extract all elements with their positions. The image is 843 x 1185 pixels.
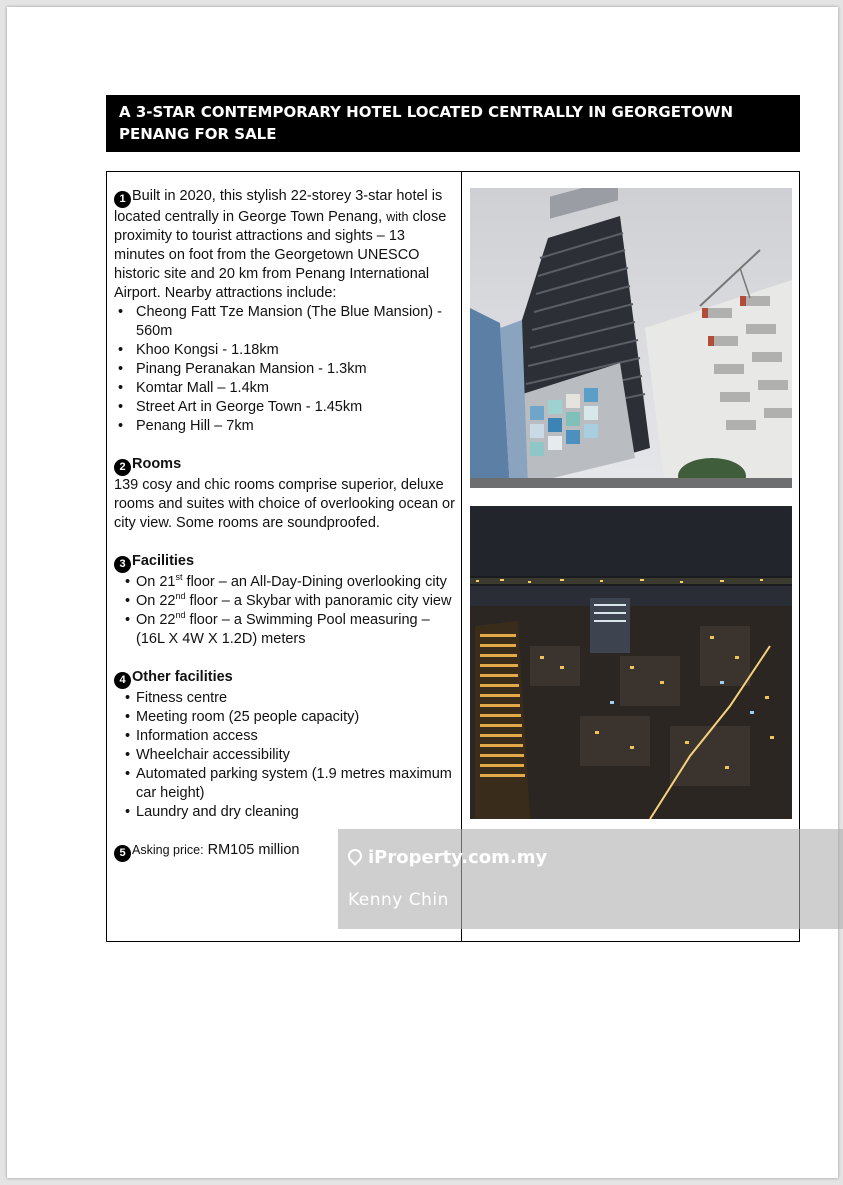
rooms-heading-text: Rooms bbox=[132, 456, 182, 472]
list-item: • On 22nd floor – a Skybar with panoramic city view bbox=[114, 592, 456, 611]
list-item: • Komtar Mall – 1.4km bbox=[114, 379, 456, 398]
column-divider bbox=[461, 171, 462, 942]
intro-paragraph bbox=[114, 187, 456, 303]
intro-text-small: with bbox=[386, 210, 409, 224]
facilities-list bbox=[114, 573, 456, 649]
price-label: Asking price: bbox=[132, 843, 204, 857]
number-badge-2: 2 bbox=[114, 459, 131, 476]
intro-text-main: Built in 2020, this stylish 22-storey 3-star hotel is located centrally in George Town Penang, bbox=[114, 188, 443, 225]
location-pin-icon bbox=[345, 846, 365, 866]
watermark-overlay bbox=[338, 829, 843, 929]
list-item: • On 22nd floor – a Swimming Pool measuring – (16L X 4W X 1.2D) meters bbox=[114, 611, 456, 649]
list-item: • Cheong Fatt Tze Mansion (The Blue Mansion) - 560m bbox=[114, 303, 456, 341]
number-badge-3: 3 bbox=[114, 556, 131, 573]
other-facilities-list bbox=[114, 689, 456, 822]
list-item: • Information access bbox=[114, 727, 456, 746]
list-item: • On 21st floor – an All-Day-Dining overlooking city bbox=[114, 573, 456, 592]
list-item: • Street Art in George Town - 1.45km bbox=[114, 398, 456, 417]
price-value: RM105 million bbox=[207, 842, 300, 858]
list-item: • Meeting room (25 people capacity) bbox=[114, 708, 456, 727]
watermark-logo-text: iProperty.com.my bbox=[368, 847, 548, 868]
other-heading-text: Other facilities bbox=[132, 669, 233, 685]
attractions-list bbox=[114, 303, 456, 436]
number-badge-5: 5 bbox=[114, 845, 131, 862]
description-column bbox=[114, 187, 456, 862]
watermark-logo bbox=[348, 847, 547, 868]
rooms-paragraph: 139 cosy and chic rooms comprise superior, deluxe rooms and suites with choice of overlooking ocean or city view. Some rooms are soundproofed. bbox=[114, 477, 455, 531]
list-item: • Wheelchair accessibility bbox=[114, 746, 456, 765]
other-facilities-heading bbox=[114, 668, 456, 689]
city-night-photo bbox=[470, 506, 792, 819]
facilities-heading bbox=[114, 552, 456, 573]
number-badge-1: 1 bbox=[114, 191, 131, 208]
list-item: • Pinang Peranakan Mansion - 1.3km bbox=[114, 360, 456, 379]
agent-name: Kenny Chin bbox=[348, 890, 449, 910]
list-item: • Fitness centre bbox=[114, 689, 456, 708]
page-title: A 3-STAR CONTEMPORARY HOTEL LOCATED CENTRALLY IN GEORGETOWN PENANG FOR SALE bbox=[106, 95, 800, 152]
intro-text-rest: close proximity to tourist attractions and sights – 13 minutes on foot from the Georgetown UNESCO historic site and 20 km from Penang International Airport. Nearby attractions include: bbox=[114, 209, 447, 301]
hotel-day-photo bbox=[470, 188, 792, 488]
list-item: • Khoo Kongsi - 1.18km bbox=[114, 341, 456, 360]
rooms-heading bbox=[114, 455, 456, 476]
facilities-heading-text: Facilities bbox=[132, 553, 195, 569]
list-item: • Automated parking system (1.9 metres maximum car height) bbox=[114, 765, 456, 803]
list-item: • Penang Hill – 7km bbox=[114, 417, 456, 436]
number-badge-4: 4 bbox=[114, 672, 131, 689]
list-item: • Laundry and dry cleaning bbox=[114, 803, 456, 822]
